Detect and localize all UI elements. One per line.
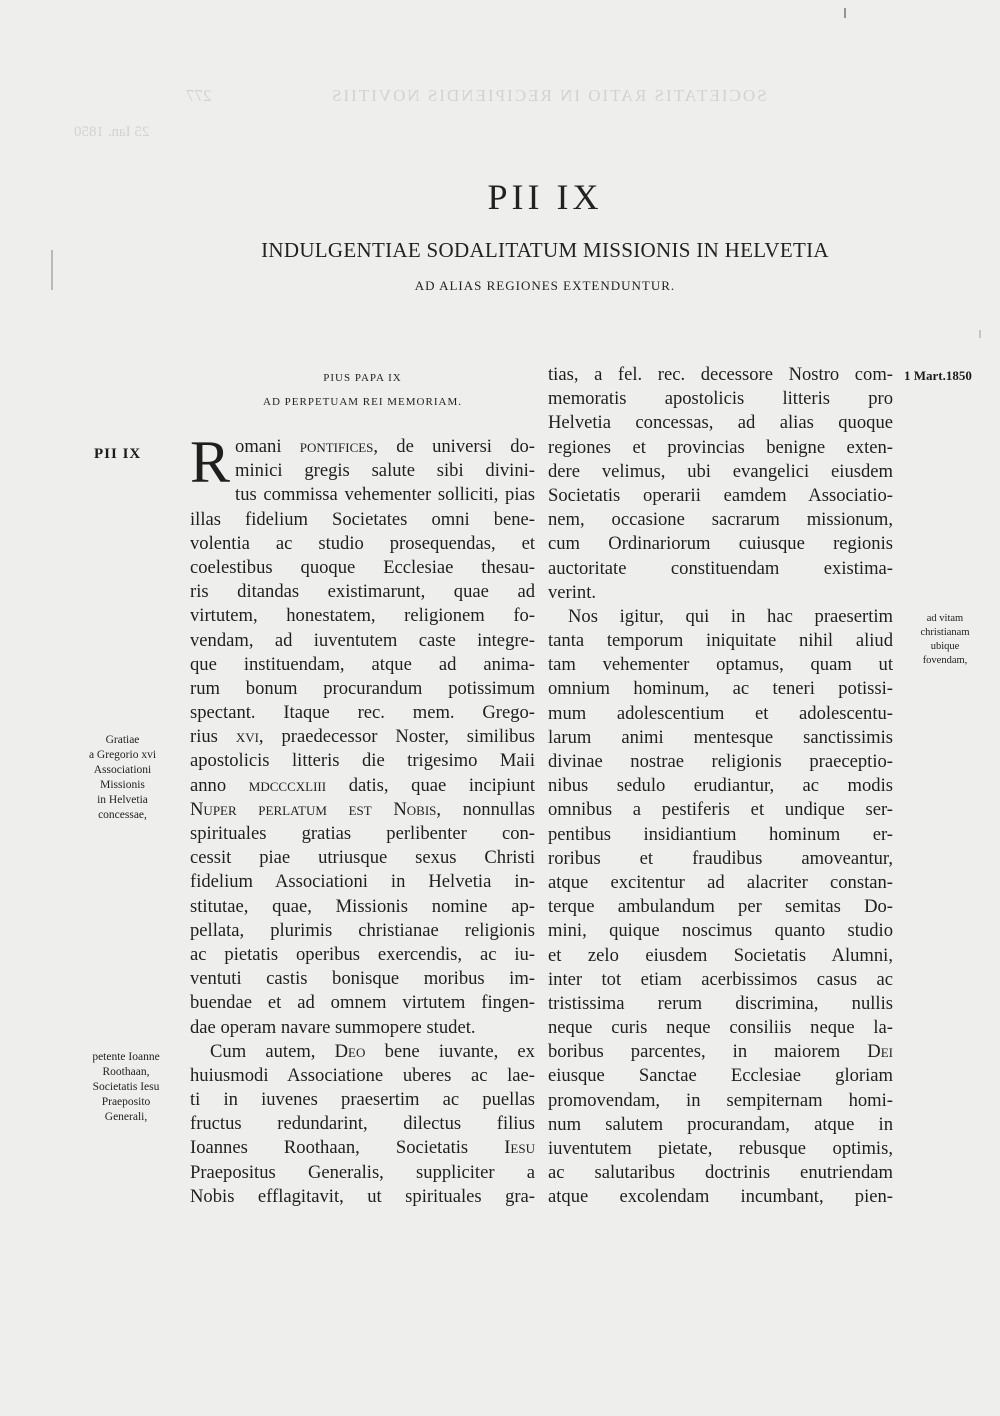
text-line: anno mdcccxliii datis, quae incipiunt bbox=[190, 774, 535, 796]
text-line: buendae et ad omnem virtutem fingen- bbox=[190, 992, 535, 1014]
bleed-through-header: SOCIETATIS RATIO IN RECIPIENDIS NOVITIIS bbox=[330, 86, 767, 105]
margin-note-line: ubique bbox=[930, 641, 960, 652]
margin-note-line: Missionis bbox=[100, 779, 145, 791]
margin-note-line: Gratiae bbox=[105, 734, 140, 746]
margin-note-petente bbox=[66, 1050, 186, 1125]
text-line: Nuper perlatum est Nobis, nonnullas bbox=[190, 798, 535, 820]
right-column-text bbox=[548, 363, 893, 1210]
margin-note-line: ad vitam bbox=[926, 613, 964, 624]
pope-heading: PIUS PAPA IX bbox=[323, 372, 402, 384]
text-line: nem, occasione sacrarum missionum, bbox=[548, 509, 893, 531]
margin-pii-label: PII IX bbox=[94, 446, 142, 462]
text-line: omnibus a pestiferis et undique ser- bbox=[548, 799, 893, 821]
text-line: Ioannes Roothaan, Societatis Iesu bbox=[190, 1137, 535, 1159]
text-line: que instituendam, atque ad anima- bbox=[190, 653, 535, 675]
text-line: Nobis efflagitavit, ut spirituales gra- bbox=[190, 1185, 535, 1207]
text-line: eiusque Sanctae Ecclesiae gloriam bbox=[548, 1065, 893, 1087]
text-line: spirituales gratias perlibenter con- bbox=[190, 823, 535, 844]
text-line: Cum autem, Deo bene iuvante, ex bbox=[210, 1040, 535, 1062]
text-line: omani pontifices, de universi do- bbox=[235, 436, 535, 457]
left-column-text bbox=[190, 429, 535, 1209]
text-line: ac pietatis operibus exercendis, ac iu- bbox=[190, 943, 535, 965]
margin-note-line: Associationi bbox=[93, 764, 152, 776]
text-line: ventuti castis bonisque moribus im- bbox=[190, 968, 535, 990]
text-line: mini, quique noscimus quanto studio bbox=[548, 920, 893, 942]
memoriam-heading: AD PERPETUAM REI MEMORIAM. bbox=[263, 396, 462, 408]
text-line: minici gregis salute sibi divini- bbox=[235, 460, 535, 482]
document-subtitle: INDULGENTIAE SODALITATUM MISSIONIS IN HELVETIA bbox=[261, 238, 829, 262]
text-line: boribus parcentes, in maiorem Dei bbox=[548, 1041, 893, 1063]
text-line: ac salutaribus doctrinis enutriendam bbox=[548, 1162, 893, 1184]
margin-note-line: a Gregorio xvi bbox=[88, 749, 157, 761]
text-line: rius xvi, praedecessor Noster, similibus bbox=[190, 726, 535, 748]
text-line: tristissima rerum discrimina, nullis bbox=[548, 992, 893, 1014]
text-line: vendam, ad iuventutem caste integre- bbox=[190, 629, 535, 651]
text-line: pellata, plurimis christianae religionis bbox=[190, 919, 535, 941]
text-line: fidelium Associationi in Helvetia in- bbox=[190, 871, 535, 893]
margin-note-line: christianam bbox=[920, 627, 970, 638]
text-line: et zelo eiusdem Societatis Alumni, bbox=[548, 944, 893, 966]
page-title: PII IX bbox=[487, 177, 603, 217]
text-line: tus commissa vehementer solliciti, pias bbox=[235, 484, 535, 506]
text-line: ti in iuvenes praesertim ac puellas bbox=[190, 1089, 535, 1111]
text-line: regiones et provincias benigne exten- bbox=[548, 436, 893, 458]
margin-note-gratiae bbox=[60, 733, 185, 823]
text-line: coelestibus quoque Ecclesiae thesau- bbox=[190, 556, 535, 578]
margin-date: 1 Mart.1850 bbox=[904, 368, 972, 383]
text-line: apostolicis litteris die trigesimo Maii bbox=[190, 750, 535, 772]
text-line: num salutem procurandam, atque in bbox=[548, 1113, 893, 1135]
text-line: atque excitentur ad alacriter constan- bbox=[548, 871, 893, 893]
text-line: illas fidelium Societates omni bene- bbox=[190, 508, 535, 530]
text-line: neque curis neque consiliis neque la- bbox=[548, 1017, 893, 1039]
text-line: memoratis apostolicis litteris pro bbox=[548, 388, 893, 410]
text-line: omnium hominum, ac teneri potissi- bbox=[548, 678, 893, 700]
bleed-through-date: 25 Ian. 1850 bbox=[74, 124, 150, 140]
text-line: auctoritate constituendam existima- bbox=[548, 557, 893, 579]
text-line: larum animi mentesque sanctissimis bbox=[548, 726, 893, 748]
text-line: rum bonum procurandum potissimum bbox=[190, 677, 535, 699]
text-line: dae operam navare summopere studet. bbox=[190, 1016, 476, 1038]
text-line: ris ditandas existimarunt, quae ad bbox=[190, 581, 535, 603]
text-line: pentibus insidiantium hominum er- bbox=[548, 823, 893, 845]
margin-note-line: fovendam, bbox=[922, 655, 968, 666]
text-line: tias, a fel. rec. decessore Nostro com- bbox=[548, 364, 893, 385]
text-line: verint. bbox=[548, 581, 597, 603]
text-line: tanta temporum iniquitate nihil aliud bbox=[548, 630, 893, 652]
text-line: stitutae, quae, Missionis nomine ap- bbox=[190, 895, 535, 917]
text-line: terque ambulandum per semitas Do- bbox=[548, 896, 893, 918]
margin-note-line: in Helvetia bbox=[97, 794, 148, 806]
margin-note-line: Roothaan, bbox=[102, 1066, 150, 1078]
bleed-through-page-number: 277 bbox=[186, 86, 212, 105]
text-line: virtutem, honestatem, religionem fo- bbox=[190, 605, 535, 627]
text-line: nibus sedulo erudiantur, ac modis bbox=[548, 775, 893, 797]
text-line: Societatis operarii eamdem Associatio- bbox=[548, 484, 893, 506]
margin-note-line: petente Ioanne bbox=[92, 1051, 160, 1063]
margin-note-line: Generali, bbox=[104, 1111, 148, 1123]
text-line: spectant. Itaque rec. mem. Grego- bbox=[190, 702, 535, 724]
text-line: mum adolescentium et adolescentu- bbox=[548, 702, 893, 724]
text-line: Praepositus Generalis, suppliciter a bbox=[190, 1161, 535, 1183]
text-line: tam vehementer optamus, quam ut bbox=[548, 654, 893, 676]
text-line: atque excolendam incumbant, pien- bbox=[548, 1186, 893, 1208]
text-line: inter tot etiam acerbissimos casus ac bbox=[548, 968, 893, 990]
text-line: promovendam, in sempiternam homi- bbox=[548, 1089, 893, 1111]
margin-note-line: Praeposito bbox=[101, 1096, 151, 1108]
text-line: roribus et fraudibus amoveantur, bbox=[548, 847, 893, 869]
text-line: volentia ac studio prosequendas, et bbox=[190, 532, 535, 554]
text-line: dere velimus, ubi evangelici eiusdem bbox=[548, 460, 893, 482]
text-line: huiusmodi Associatione uberes ac lae- bbox=[190, 1064, 535, 1086]
margin-note-ad-vitam bbox=[900, 612, 990, 668]
text-line: iuventutem pietate, rebusque optimis, bbox=[548, 1138, 893, 1159]
text-line: cessit piae utriusque sexus Christi bbox=[190, 847, 535, 869]
text-line: divinae nostrae religionis praeceptio- bbox=[548, 751, 893, 772]
document-subtitle-continuation: AD ALIAS REGIONES EXTENDUNTUR. bbox=[414, 278, 676, 293]
margin-note-line: Societatis Iesu bbox=[92, 1081, 160, 1093]
text-line: cum Ordinariorum cuiusque regionis bbox=[548, 533, 893, 555]
text-line: Helvetia concessas, ad alias quoque bbox=[548, 412, 893, 434]
text-line: fructus redundarint, dilectus filius bbox=[190, 1113, 535, 1135]
margin-note-line: concessae, bbox=[98, 809, 147, 821]
text-line: Nos igitur, qui in hac praesertim bbox=[568, 605, 893, 627]
drop-cap: R bbox=[190, 429, 231, 495]
